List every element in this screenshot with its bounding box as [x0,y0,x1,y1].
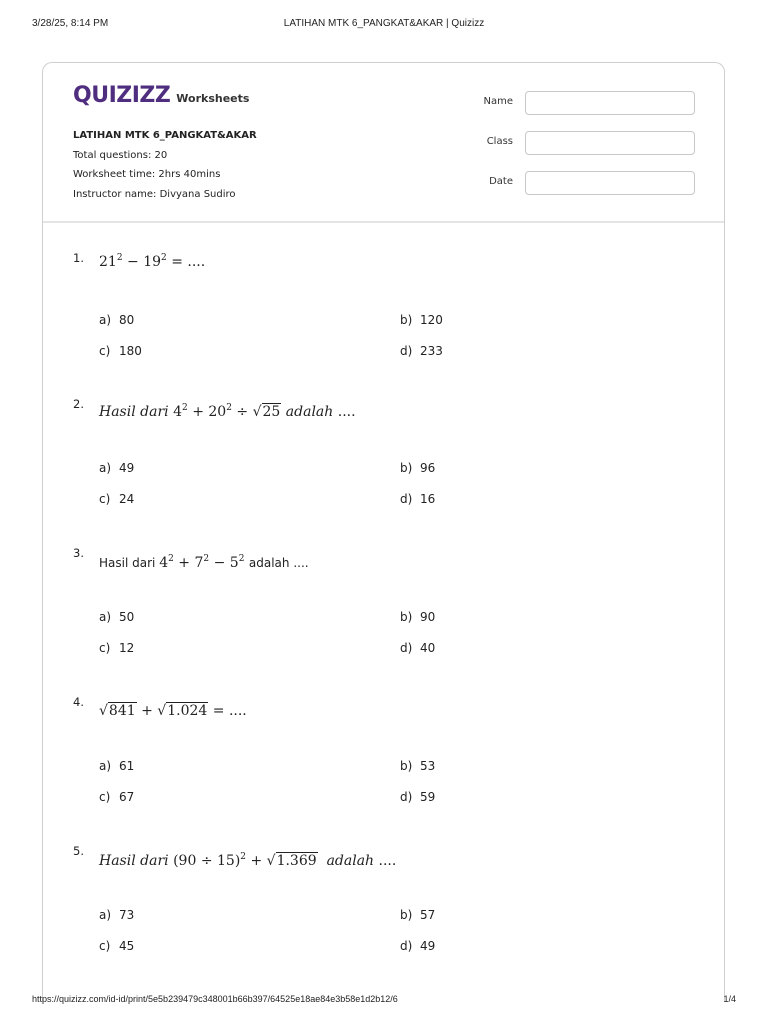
question-text: Hasil dari $4^2 + 20^2 \div √25$ adalah .... [99,403,356,420]
logo-wordmark: QUIZIZZ [73,83,171,108]
option-c: c) 45 [99,939,135,953]
option-c: c) 12 [99,641,135,655]
option-d: d) 40 [400,641,436,655]
question-text: $21^2 - 19^2$ = .... [99,253,206,270]
question-number: 1. [73,251,84,265]
option-a: a) 50 [99,610,135,624]
option-b: b) 120 [400,313,443,327]
question-number: 4. [73,695,84,709]
option-b: b) 90 [400,610,436,624]
option-a: a) 73 [99,908,135,922]
question-text: Hasil dari $(90 \div 15)^2 + √1.369$ adalah .... [99,852,397,869]
worksheet-title: LATIHAN MTK 6_PANGKAT&AKAR [73,130,257,141]
print-page-title: LATIHAN MTK 6_PANGKAT&AKAR | Quizizz [283,18,485,29]
logo-subtitle: Worksheets [176,92,250,105]
class-label: Class [486,136,513,147]
total-questions: Total questions: 20 [73,149,168,161]
option-d: d) 233 [400,344,443,358]
worksheet [42,62,725,1002]
name-field[interactable] [525,91,695,115]
option-b: b) 96 [400,461,436,475]
print-footer [0,994,768,1008]
option-a: a) 80 [99,313,135,327]
name-row [463,91,695,115]
option-b: b) 57 [400,908,436,922]
option-a: a) 61 [99,759,135,773]
date-label: Date [489,176,513,187]
class-field[interactable] [525,131,695,155]
option-d: d) 59 [400,790,436,804]
question-number: 3. [73,546,84,560]
option-b: b) 53 [400,759,436,773]
name-label: Name [483,96,513,107]
option-d: d) 16 [400,492,436,506]
square-root: √1.369 [266,853,317,869]
date-row [463,171,695,195]
date-field[interactable] [525,171,695,195]
question-text: Hasil dari $4^2 + 7^2 - 5^2$ adalah .... [99,554,309,571]
print-timestamp: 3/28/25, 8:14 PM [32,18,109,29]
option-c: c) 24 [99,492,135,506]
class-row [463,131,695,155]
option-c: c) 180 [99,344,142,358]
option-d: d) 49 [400,939,436,953]
quizizz-logo [73,83,249,108]
print-header [0,18,768,32]
worksheet-time: Worksheet time: 2hrs 40mins [73,169,221,180]
square-root: √1.024 [157,703,208,719]
question-number: 5. [73,844,84,858]
question-number: 2. [73,397,84,411]
worksheet-meta [73,126,257,204]
option-c: c) 67 [99,790,135,804]
worksheet-header [43,63,724,223]
print-url: https://quizizz.com/id-id/print/5e5b239479c348001b66b397/64525e18ae84e3b58e1d2b12/6 [32,994,398,1004]
page-number: 1/4 [723,994,736,1004]
instructor-name: Instructor name: Divyana Sudiro [73,188,236,200]
question-text: √841 + √1.024 = .... [99,703,247,719]
option-a: a) 49 [99,461,135,475]
square-root: √841 [99,703,136,719]
square-root: √25 [252,404,281,420]
